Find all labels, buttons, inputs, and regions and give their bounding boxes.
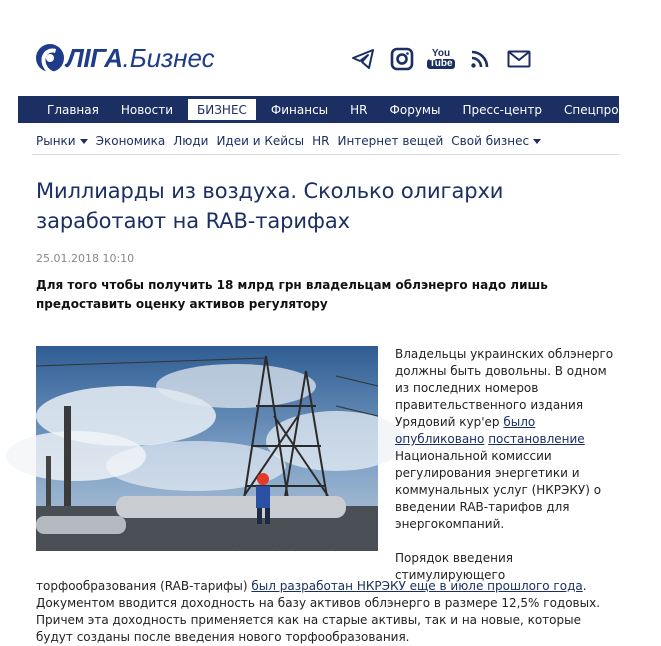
youtube-you-text: You [431, 48, 451, 59]
youtube-tube-text: Tube [429, 58, 453, 69]
logo-text-liga: ЛІГА [66, 42, 123, 73]
published-link[interactable]: было опубликовано [395, 415, 536, 446]
subnav-item-label: Свой бизнес [451, 134, 530, 148]
subnav-item-people[interactable]: Люди [173, 134, 209, 148]
subnav-item-markets[interactable] [36, 134, 88, 148]
paragraph-text: Владельцы украинских облэнерго должны быть довольны. В одном из последних номеров правительственного издания Урядовий кур'ер [395, 347, 614, 429]
sub-nav [36, 131, 549, 151]
paragraph-text: . Документом вводится доходность на базу активов облэнерго в размере 12,5% годовых. Причем эта доходность применяется как на старые активы, так и на новые, которые будут созданы после введения нового торфообразования. [36, 579, 601, 644]
article-paragraph-2-start: Порядок введения стимулирующего [395, 551, 513, 582]
site-logo[interactable] [36, 36, 215, 80]
developed-link[interactable]: был разработан НКРЭКУ еще в июле прошлого года [251, 579, 583, 593]
social-links [350, 46, 545, 72]
article-date: 25.01.2018 10:10 [36, 252, 135, 265]
article-body-text [36, 578, 618, 646]
site-header [0, 0, 619, 95]
nav-item-business[interactable]: БИЗНЕС [188, 99, 256, 120]
logo-text-biz: .Бизнес [122, 42, 215, 73]
chevron-down-icon [80, 139, 88, 144]
youtube-icon[interactable] [428, 46, 454, 72]
article-paragraph-1 [395, 346, 617, 533]
article-side-text [395, 346, 617, 601]
article-title: Миллиарды из воздуха. Сколько олигархи заработают на RAB-тарифах [36, 179, 504, 233]
subnav-divider [32, 154, 619, 155]
mail-icon[interactable] [506, 46, 532, 72]
article-lead: Для того чтобы получить 18 млрд грн владельцам облэнерго надо лишь предоставить оценку активов регулятору [36, 278, 548, 311]
nav-item-hr[interactable]: HR [350, 102, 368, 117]
nav-item-press-center[interactable]: Пресс-центр [462, 102, 543, 117]
nav-item-home[interactable]: Главная [47, 102, 99, 117]
chevron-down-icon [533, 139, 541, 144]
subnav-item-iot[interactable]: Интернет вещей [337, 134, 444, 148]
paragraph-text: торфообразования (RAB-тарифы) [36, 579, 252, 593]
rss-icon[interactable] [467, 46, 493, 72]
instagram-icon[interactable] [389, 46, 415, 72]
nav-item-special-projects[interactable]: Спецпроекты [564, 102, 650, 117]
subnav-item-ideas-cases[interactable]: Идеи и Кейсы [216, 134, 305, 148]
subnav-item-economy[interactable]: Экономика [95, 134, 166, 148]
article-photo [36, 346, 378, 551]
logo-mark-icon [36, 44, 64, 72]
resolution-link[interactable]: постановление [488, 432, 585, 446]
nav-item-finance[interactable]: Финансы [270, 102, 329, 117]
nav-item-news[interactable]: Новости [120, 102, 174, 117]
paragraph-text: Национальной комиссии регулирования энергетики и коммунальных услуг (НКРЭКУ) о введении RAB-тарифов для энергокомпаний. [395, 449, 602, 531]
subnav-item-hr[interactable]: HR [312, 134, 330, 148]
subnav-item-label: Рынки [36, 134, 76, 148]
telegram-icon[interactable] [350, 46, 376, 72]
main-nav [18, 96, 650, 123]
subnav-item-own-business[interactable] [451, 134, 541, 148]
nav-item-forums[interactable]: Форумы [389, 102, 441, 117]
